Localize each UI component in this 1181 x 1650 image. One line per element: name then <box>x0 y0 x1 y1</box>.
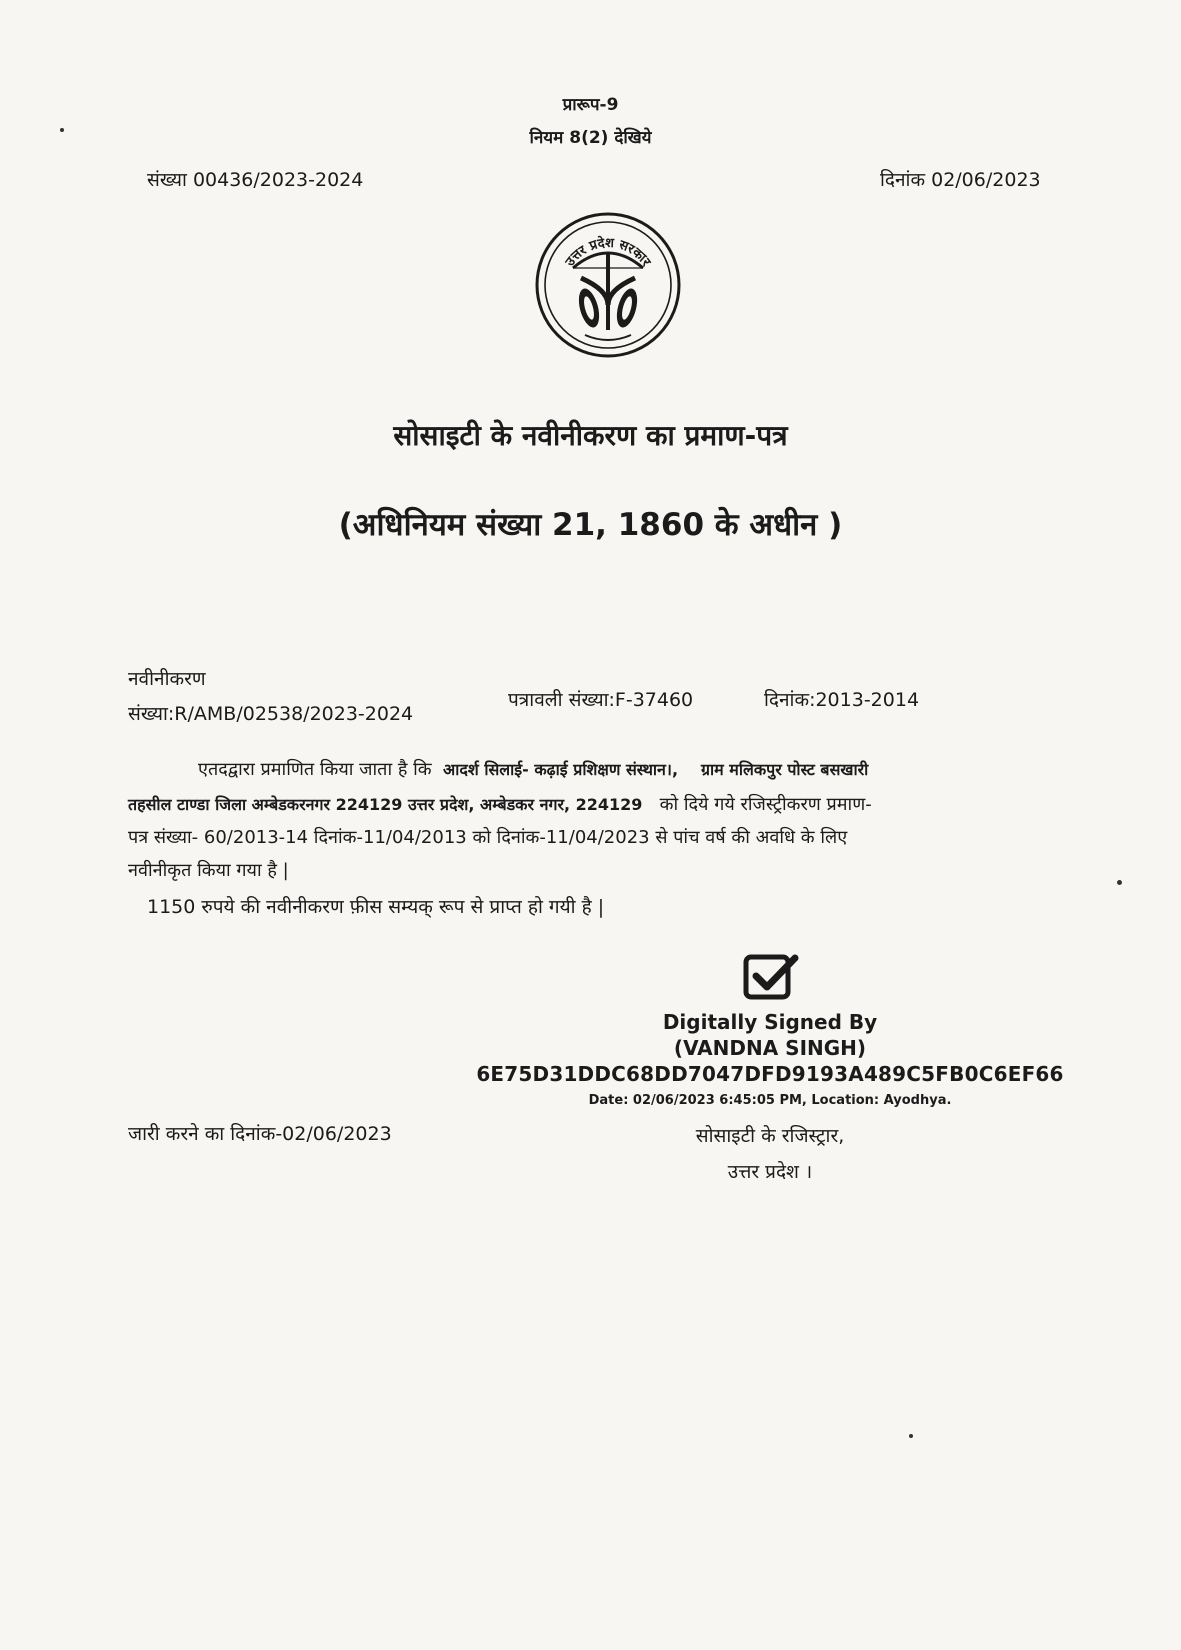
act-subtitle: (अधिनियम संख्या 21, 1860 के अधीन ) <box>338 507 843 543</box>
body-line-2 <box>128 792 872 816</box>
registrar-state: उत्तर प्रदेश । <box>727 1161 813 1183</box>
form-label: प्रारूप-9 <box>562 95 619 115</box>
scan-speck <box>909 1434 913 1438</box>
checkbox-check-icon <box>743 952 801 1002</box>
body-line-4: नवीनीकृत किया गया है | <box>128 860 289 881</box>
issue-date: जारी करने का दिनांक-02/06/2023 <box>128 1123 392 1145</box>
body-line-3: पत्र संख्या- 60/2013-14 दिनांक-11/04/2013 को दिनांक-11/04/2023 से पांच वर्ष की अवधि के लिए <box>128 827 848 848</box>
certificate-title: सोसाइटी के नवीनीकरण का प्रमाण-पत्र <box>393 419 788 452</box>
signer-name: (VANDNA SINGH) <box>673 1036 867 1060</box>
certificate-reference: को दिये गये रजिस्ट्रीकरण प्रमाण- <box>659 794 872 815</box>
fee-line: 1150 रुपये की नवीनीकरण फ़ीस सम्यक् रूप से प्राप्त हो गयी है | <box>147 896 605 918</box>
society-name: आदर्श सिलाई- कढ़ाई प्रशिक्षण संस्थान।, <box>443 760 679 779</box>
body-line-1 <box>198 757 868 781</box>
scan-speck <box>1117 880 1122 885</box>
renewal-label: नवीनीकरण <box>128 668 206 690</box>
rule-label: नियम 8(2) देखिये <box>529 128 652 148</box>
registrar-designation: सोसाइटी के रजिस्ट्रार, <box>695 1125 845 1147</box>
svg-text:उत्तर प्रदेश सरकार: उत्तर प्रदेश सरकार <box>562 235 654 270</box>
file-date: दिनांक:2013-2014 <box>764 689 920 711</box>
digitally-signed-label: Digitally Signed By <box>662 1010 878 1034</box>
file-number: पत्रावली संख्या:F-37460 <box>508 689 694 711</box>
renewal-number: संख्या:R/AMB/02538/2023-2024 <box>128 703 414 725</box>
society-address-2: तहसील टाण्डा जिला अम्बेडकरनगर 224129 उत्तर प्रदेश, अम्बेडकर नगर, 224129 <box>128 795 643 814</box>
header-date: दिनांक 02/06/2023 <box>880 169 1041 191</box>
reference-number: संख्या 00436/2023-2024 <box>147 169 364 191</box>
scan-speck <box>60 128 64 132</box>
up-government-seal-icon <box>533 210 683 360</box>
signature-hash: 6E75D31DDC68DD7047DFD9193A489C5FB0C6EF66 <box>476 1062 1064 1086</box>
signature-date-location: Date: 02/06/2023 6:45:05 PM, Location: Ayodhya. <box>588 1093 952 1108</box>
certification-prefix: एतदद्वारा प्रमाणित किया जाता है कि <box>198 759 432 780</box>
society-address-1: ग्राम मलिकपुर पोस्ट बसखारी <box>700 760 869 779</box>
